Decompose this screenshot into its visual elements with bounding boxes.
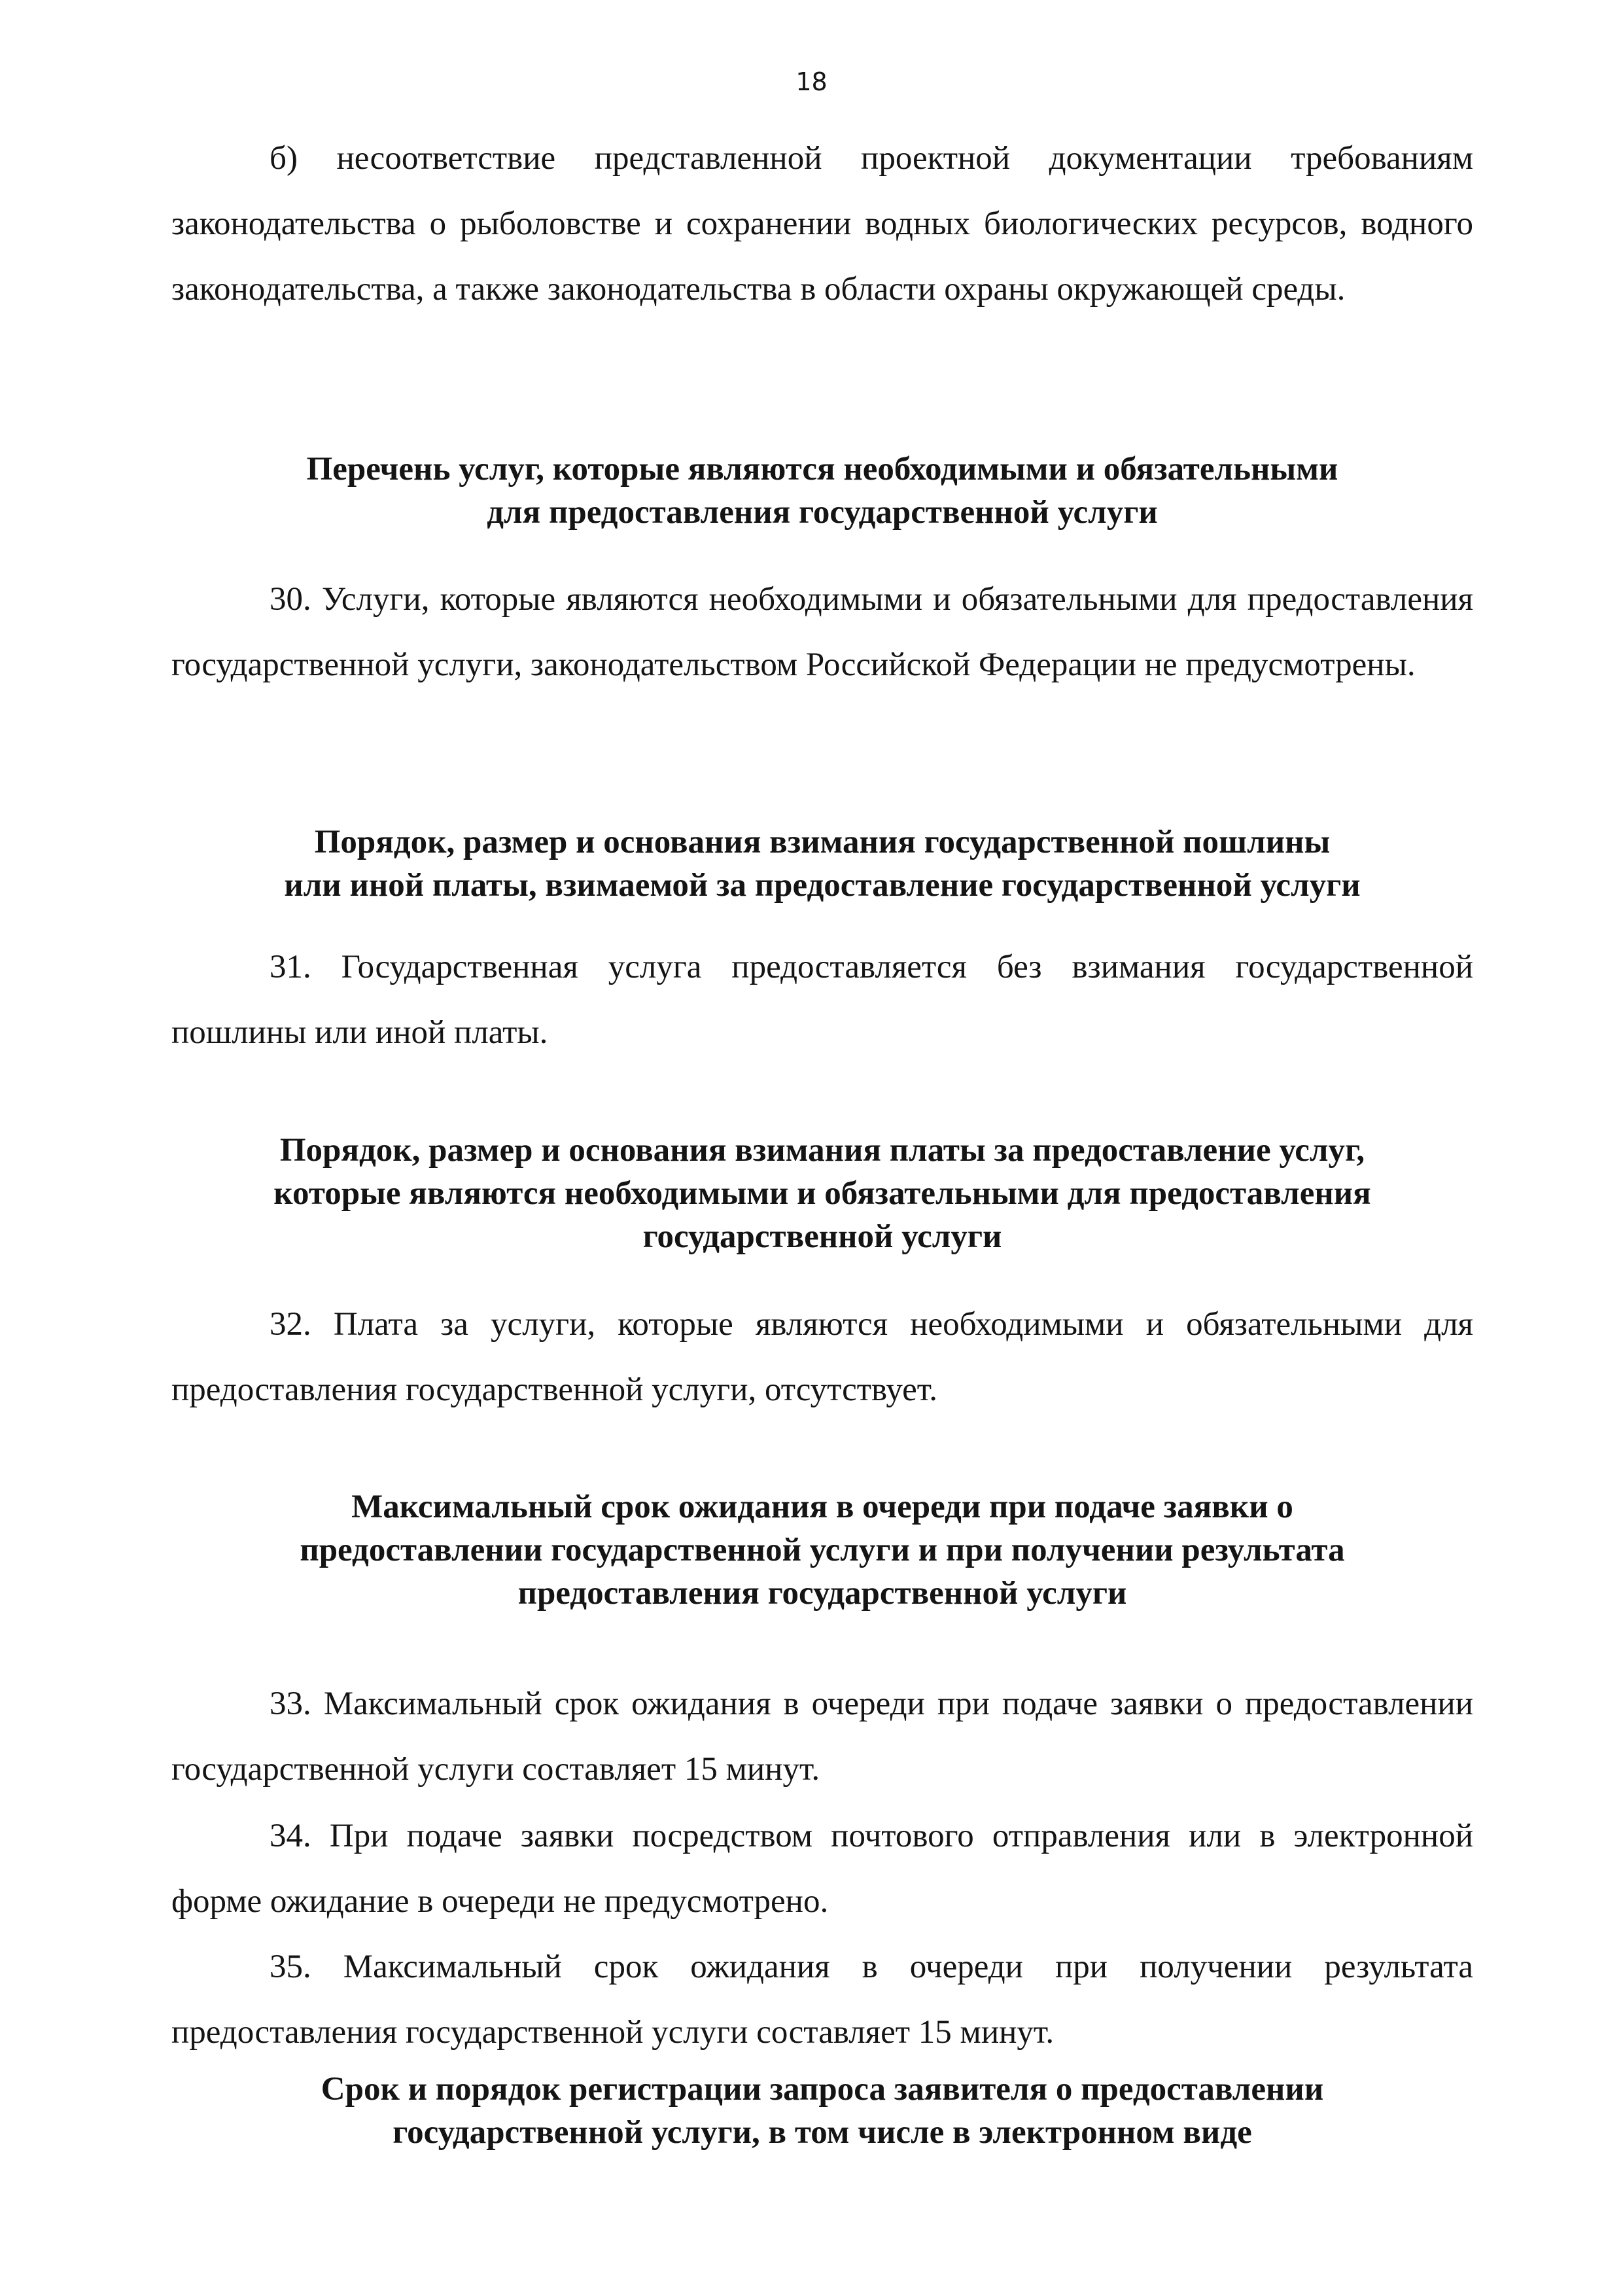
heading-line: предоставления государственной услуги xyxy=(517,1575,1127,1612)
item-33: 33. Максимальный срок ожидания в очереди при подаче заявки о предоставлении государственной услуги составляет 15 минут. xyxy=(171,1686,1473,1788)
heading-line: государственной услуги, в том числе в электронном виде xyxy=(393,2114,1252,2151)
paragraph-b: б) несоответствие представленной проектной документации требованиям законодательства о рыболовстве и сохранении водных биологических ресурсов, водного законодательства, а также законодательства в области охраны окружающей среды. xyxy=(171,140,1473,308)
heading-line: для предоставления государственной услуги xyxy=(487,494,1158,531)
heading-line: Перечень услуг, которые являются необходимыми и обязательными xyxy=(306,451,1338,487)
item-31: 31. Государственная услуга предоставляется без взимания государственной пошлины или иной платы. xyxy=(171,949,1473,1051)
item-35: 35. Максимальный срок ожидания в очереди при получении результата предоставления государственной услуги составляет 15 минут. xyxy=(171,1949,1473,2051)
heading-registration xyxy=(171,2068,1473,2154)
heading-fee-for-services xyxy=(171,1129,1473,1258)
heading-line: предоставлении государственной услуги и при получении результата xyxy=(300,1532,1345,1568)
page-number: 18 xyxy=(795,67,828,96)
item-32: 32. Плата за услуги, которые являются необходимыми и обязательными для предоставления государственной услуги, отсутствует. xyxy=(171,1306,1473,1408)
heading-line: государственной услуги xyxy=(642,1218,1002,1255)
item-34: 34. При подаче заявки посредством почтового отправления или в электронной форме ожидание в очереди не предусмотрено. xyxy=(171,1818,1473,1920)
heading-line: Порядок, размер и основания взимания государственной пошлины xyxy=(314,824,1331,860)
heading-line: Срок и порядок регистрации запроса заявителя о предоставлении xyxy=(321,2071,1324,2108)
heading-queue-time xyxy=(171,1485,1473,1615)
heading-line: Максимальный срок ожидания в очереди при подаче заявки о xyxy=(351,1489,1293,1525)
item-30: 30. Услуги, которые являются необходимыми и обязательными для предоставления государственной услуги, законодательством Российской Федерации не предусмотрены. xyxy=(171,581,1473,683)
heading-line: Порядок, размер и основания взимания платы за предоставление услуг, xyxy=(279,1132,1365,1169)
heading-line: которые являются необходимыми и обязательными для предоставления xyxy=(273,1175,1371,1212)
heading-line: или иной платы, взимаемой за предоставление государственной услуги xyxy=(284,867,1361,904)
heading-services-list xyxy=(171,448,1473,534)
heading-state-fee xyxy=(171,821,1473,907)
